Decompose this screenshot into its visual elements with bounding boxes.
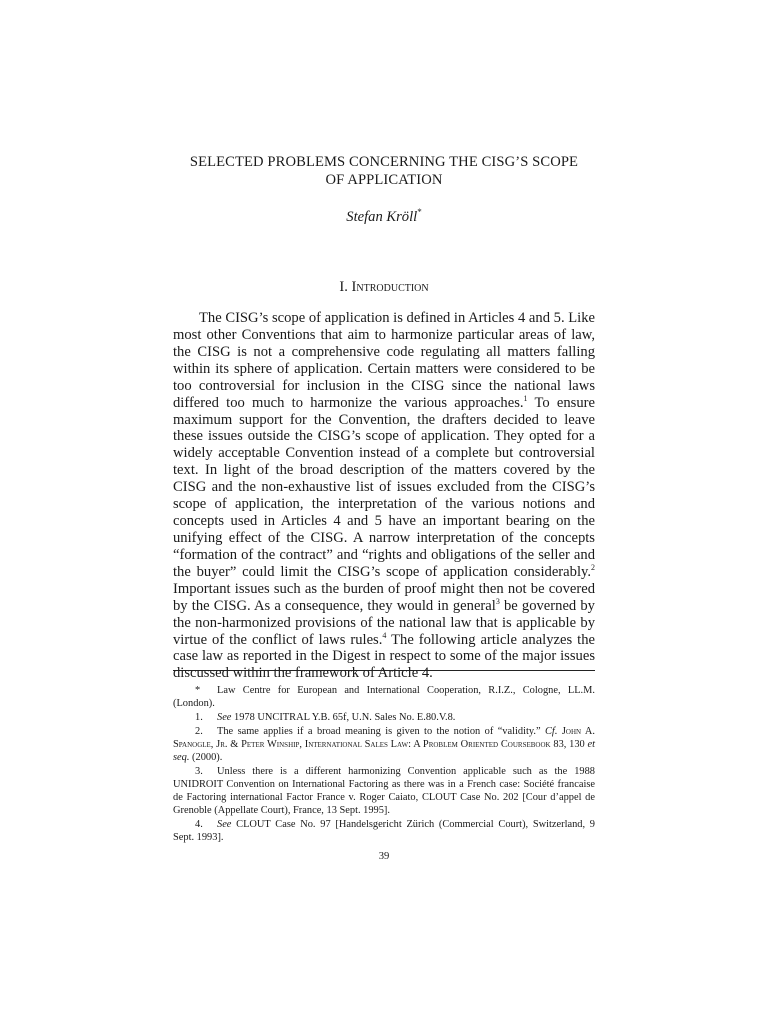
signal-et-seq: et seq. (173, 739, 595, 763)
footnote-star (173, 684, 595, 710)
body-segment-3: Important issues such as the burden of proof might then not be covered by the CISG. As a consequence, they would in general (173, 580, 595, 614)
signal-see: See (217, 819, 232, 830)
footnote-text: The same applies if a broad meaning is given to the notion of “validity.” (217, 726, 545, 737)
footnote-2 (173, 725, 595, 764)
footnote-text: Law Centre for European and International Cooperation, R.I.Z., Cologne, LL.M. (London). (173, 685, 595, 709)
footnote-text: 1978 UNCITRAL Y.B. 65f, U.N. Sales No. E.80.V.8. (231, 712, 456, 723)
footnote-text: CLOUT Case No. 97 [Handelsgericht Zürich (Commercial Court), Switzerland, 9 Sept. 1993]. (173, 819, 595, 843)
footnote-ref-2[interactable]: 2 (591, 562, 595, 572)
footnote-1 (173, 711, 595, 724)
article-title (173, 153, 595, 189)
section-heading (173, 279, 595, 296)
footnote-3 (173, 765, 595, 817)
body-segment-1: The CISG’s scope of application is defined in Articles 4 and 5. Like most other Conventions that aim to harmonize particular areas of law, the CISG is not a comprehensive code regulating all matters falling within its sphere of application. Certain matters were considered to be too controversial for inclusion in the CISG since the national laws differed too much to harmonize the various approaches. (173, 310, 595, 411)
title-line-2: OF APPLICATION (325, 172, 443, 188)
footnote-mark: * (195, 685, 201, 696)
author-text: Stefan Kröll (346, 208, 418, 225)
body-paragraph (173, 310, 595, 682)
title-line-1: SELECTED PROBLEMS CONCERNING THE CISG’S SCOPE (189, 154, 579, 170)
footnote-text: 83, 130 (550, 739, 588, 750)
author-footnote-mark: * (417, 207, 422, 217)
footnote-ref-3[interactable]: 3 (495, 596, 500, 606)
body-segment-5: The following article analyzes the case law as reported in the Digest in respect to some of the major issues discussed within the framework of Article 4. (173, 631, 595, 682)
footnote-text: Unless there is a different harmonizing Convention applicable such as the 1988 UNIDROIT Convention on International Factoring as there was in a French case: Société francaise de Factoring international Factor France v. Roger Caiato, CLOUT Case No. 202 [Cour d’appel de Grenoble (Appellate Court), France, 13 Sept. 1995]. (173, 766, 595, 816)
footnotes (173, 684, 595, 845)
footnote-divider (173, 670, 595, 671)
signal-cf: Cf. (545, 726, 558, 737)
footnote-4 (173, 818, 595, 844)
footnote-mark: 2. (195, 726, 203, 737)
footnote-ref-1[interactable]: 1 (523, 393, 528, 403)
section-number: I. (339, 279, 348, 295)
section-title: Introduction (351, 279, 429, 295)
document-page (173, 0, 595, 1024)
signal-see: See (217, 712, 232, 723)
footnote-ref-4[interactable]: 4 (382, 630, 387, 640)
footnote-text: (2000). (189, 752, 223, 763)
body-segment-2: To ensure maximum support for the Convention, the drafters decided to leave these issues outside the CISG’s scope of application. They opted for a widely acceptable Convention instead of a complete but controversial text. In light of the broad description of the matters covered by the CISG and the non-exhaustive list of issues excluded from the CISG’s scope of application, the interpretation of the various notions and concepts used in Articles 4 and 5 have an important bearing on the unifying effect of the CISG. A narrow interpretation of the concepts “formation of the contract” and “rights and obligations of the seller and the buyer” could limit the CISG’s scope of application considerably. (173, 394, 595, 580)
citation-book: John A. Spanogle, Jr. & Peter Winship, International Sales Law: A Problem Oriented Coursebook (173, 726, 595, 750)
author-name (173, 207, 595, 226)
footnote-mark: 1. (195, 712, 203, 723)
footnote-mark: 3. (195, 766, 203, 777)
body-segment-4: be governed by the non-harmonized provisions of the national law that is applicable by virtue of the conflict of laws rules. (173, 597, 595, 648)
footnote-mark: 4. (195, 819, 203, 830)
page-number: 39 (378, 851, 390, 862)
